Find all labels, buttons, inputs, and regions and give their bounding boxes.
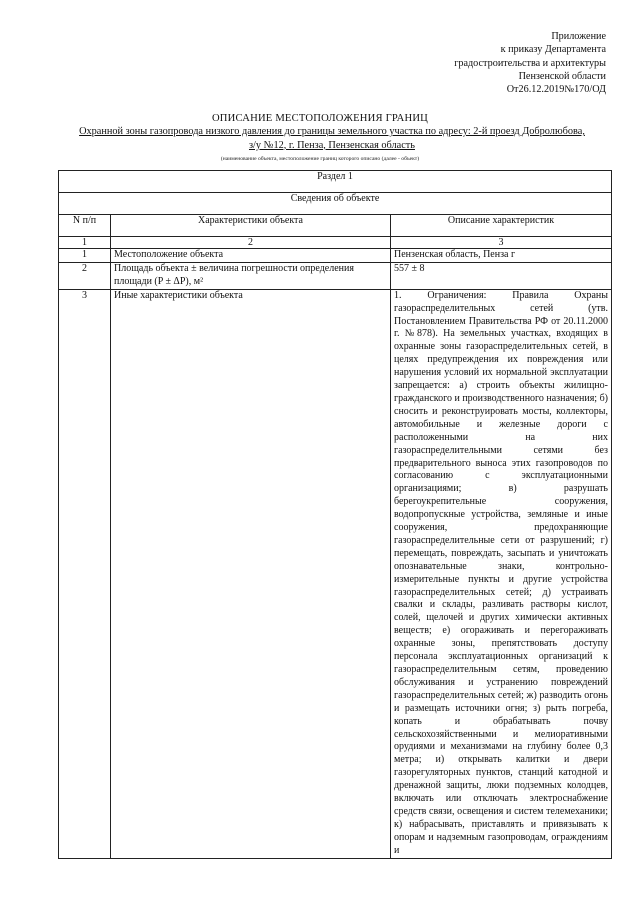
row-description: Пензенская область, Пенза г xyxy=(391,249,612,263)
appendix-line: Пензенской области xyxy=(518,70,606,82)
section-subtitle: Сведения об объекте xyxy=(59,193,612,215)
row-num: 1 xyxy=(59,249,111,263)
section-title: Раздел 1 xyxy=(59,171,612,193)
table-row xyxy=(59,289,612,858)
table-row xyxy=(59,262,612,289)
object-description-line: з/у №12, г. Пенза, Пензенская область xyxy=(248,139,415,151)
row-characteristic: Площадь объекта ± величина погрешности определения площади (P ± ΔP), м² xyxy=(111,262,391,289)
header-characteristic: Характеристики объекта xyxy=(111,215,391,237)
column-number: 2 xyxy=(111,237,391,249)
row-num: 2 xyxy=(59,262,111,289)
header-num: N п/п xyxy=(59,215,111,237)
row-characteristic: Иные характеристики объекта xyxy=(111,289,391,858)
object-info-table xyxy=(58,170,612,859)
row-characteristic: Местоположение объекта xyxy=(111,249,391,263)
object-caption: (наименование объекта, местоположение границ которого описано (далее - объект) xyxy=(220,156,420,162)
row-description: 1. Ограничения: Правила Охраны газораспределительных сетей (утв. Постановлением Правительства РФ от 20.11.2000 г. №878). На земельных участках, входящих в охранные зоны газораспределительных сетей, в целях предупреждения их повреждения или нарушения условий их нормальной эксплуатации запрещается: а) строить объекты жилищно-гражданского и производственного назначения; б) сносить и реконструировать мосты, коллекторы, автомобильные и железные дороги с расположенными на них газораспределительными сетями без предварительного выноса этих газопроводов по согласованию с эксплуатационными организациями; в) разрушать берегоукрепительные сооружения, водопропускные устройства, земляные и иные сооружения, предохраняющие газораспределительные сети от разрушений; г) перемещать, повреждать, засыпать и уничтожать опознавательные знаки, контрольно-измерительные пункты и другие устройства газораспределительных сетей; д) устраивать свалки и склады, разливать растворы кислот, солей, щелочей и других химически активных веществ; е) огораживать и перегораживать охранные зоны, препятствовать доступу персонала эксплуатационных организаций к газораспределительным сетям, проведению обслуживания и устранению повреждений газораспределительных сетей; ж) разводить огонь и размещать источники огня; з) рыть погреба, копать и обрабатывать почву сельскохозяйственными и мелиоративными орудиями и механизмами на глубину более 0,3 метра; и) открывать калитки и двери газорегуляторных пунктов, станций катодной и дренажной защиты, люки подземных колодцев, включать или отключать электроснабжение средств связи, освещения и систем телемеханики; к) набрасывать, приставлять и привязывать к опорам и надземным газопроводам, ограждениям и xyxy=(391,289,612,858)
appendix-line: Приложение xyxy=(551,31,606,42)
appendix-order-number: От26.12.2019№170/ОД xyxy=(506,84,606,96)
appendix-line: к приказу Департамента xyxy=(500,44,606,56)
row-description: 557 ± 8 xyxy=(391,262,612,289)
appendix-block xyxy=(454,30,606,96)
appendix-line: градостроительства и архитектуры xyxy=(454,57,606,69)
table-row xyxy=(59,249,612,263)
object-description xyxy=(62,125,602,152)
header-description: Описание характеристик xyxy=(391,215,612,237)
document-title: ОПИСАНИЕ МЕСТОПОЛОЖЕНИЯ ГРАНИЦ xyxy=(211,113,429,124)
object-description-line: Охранной зоны газопровода низкого давления до границы земельного участка по адресу: 2-й проезд Добролюбова, xyxy=(79,126,585,137)
column-number: 1 xyxy=(59,237,111,249)
row-num: 3 xyxy=(59,289,111,858)
column-number: 3 xyxy=(391,237,612,249)
